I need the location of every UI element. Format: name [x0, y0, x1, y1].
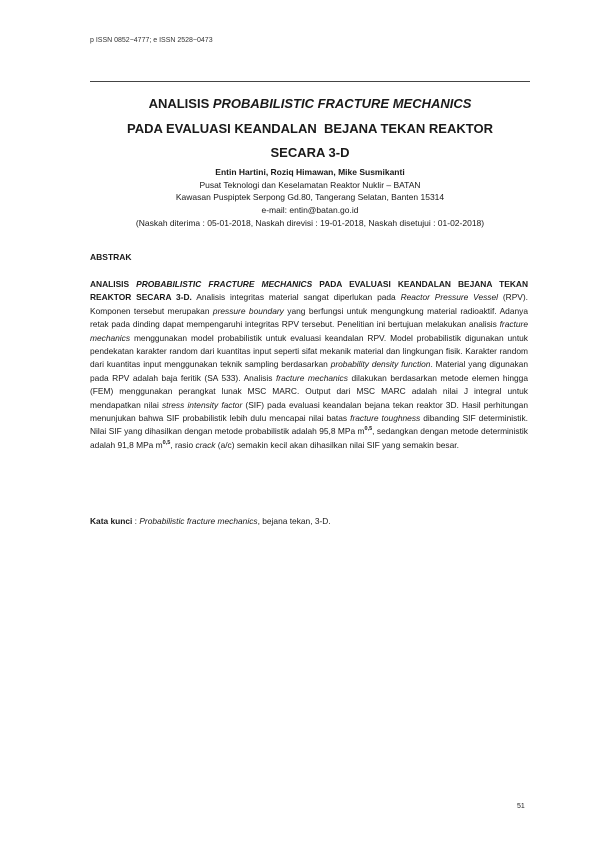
issn-header: p ISSN 0852−4777; e ISSN 2528−0473 [90, 37, 213, 44]
keywords-label: Kata kunci [90, 516, 133, 526]
manuscript-dates: (Naskah diterima : 05-01-2018, Naskah direvisi : 19-01-2018, Naskah disetujui : 01-02-2018) [135, 217, 485, 228]
address: Kawasan Puspiptek Serpong Gd.80, Tangerang Selatan, Banten 15314 [175, 192, 445, 203]
title-line-1: ANALISIS PROBABILISTIC FRACTURE MECHANICS [148, 96, 472, 111]
title-italic: PROBABILISTIC FRACTURE MECHANICS [212, 96, 472, 111]
abstract-body [90, 278, 528, 452]
abstract-paragraph: ANALISIS PROBABILISTIC FRACTURE MECHANICS PADA EVALUASI KEANDALAN BEJANA TEKAN REAKTOR SECARA 3-D. Analisis integritas material sangat diperlukan pada Reactor Pressure Vessel (RPV). Komponen tersebut merupakan pressure boundary yang berfungsi untuk mengungkung material radioaktif. Adanya retak pada dinding dapat mempengaruhi integritas RPV tersebut. Penelitian ini bertujuan melakukan analisis fracture mechanics menggunakan model probabilistik untuk evaluasi keandalan RPV. Model probabilistik digunakan untuk pendekatan karakter random dari kuantitas input seperti sifat mekanik material dan lingkungan fisik. Karakter random dari kuantitas input menggunakan teknik sampling berdasarkan probability density function. Material yang digunakan pada RPV adalah baja feritik (SA 533). Analisis fracture mechanics dilakukan berdasarkan metode elemen hingga (FEM) menggunakan perangkat lunak MSC MARC. Output dari MSC MARC adalah nilai J integral untuk mendapatkan nilai stress intensity factor (SIF) pada evaluasi keandalan bejana tekan reaktor 3D. Hasil perhitungan menunjukan bahwa SIF probabilistik lebih dulu mencapai nilai batas fracture toughness dibanding SIF deterministik. Nilai SIF yang dihasilkan dengan metode probabilistik adalah 95,8 MPa $m^{0,5}$, sedangkan dengan metode deterministik adalah 91,8 MPa $m^{0,5}$, rasio crack (a/c) semakin kecil akan dihasilkan nilai SIF yang semakin besar. [90, 279, 529, 450]
paper-title [80, 92, 540, 166]
author-names: Entin Hartini, Roziq Himawan, Mike Susmikanti [215, 167, 405, 177]
keywords: Kata kunci : Probabilistic fracture mechanics, bejana tekan, 3-D. [90, 516, 331, 526]
page-number: 51 [517, 803, 525, 810]
abstract-heading: ABSTRAK [90, 252, 132, 262]
header-rule [90, 81, 530, 82]
title-line-3: SECARA 3-D [270, 145, 350, 160]
title-line-2: PADA EVALUASI KEANDALAN BEJANA TEKAN REAKTOR [127, 120, 493, 136]
author-block [80, 166, 540, 230]
email: e-mail: entin@batan.go.id [261, 205, 359, 216]
affiliation: Pusat Teknologi dan Keselamatan Reaktor Nuklir – BATAN [199, 179, 421, 190]
